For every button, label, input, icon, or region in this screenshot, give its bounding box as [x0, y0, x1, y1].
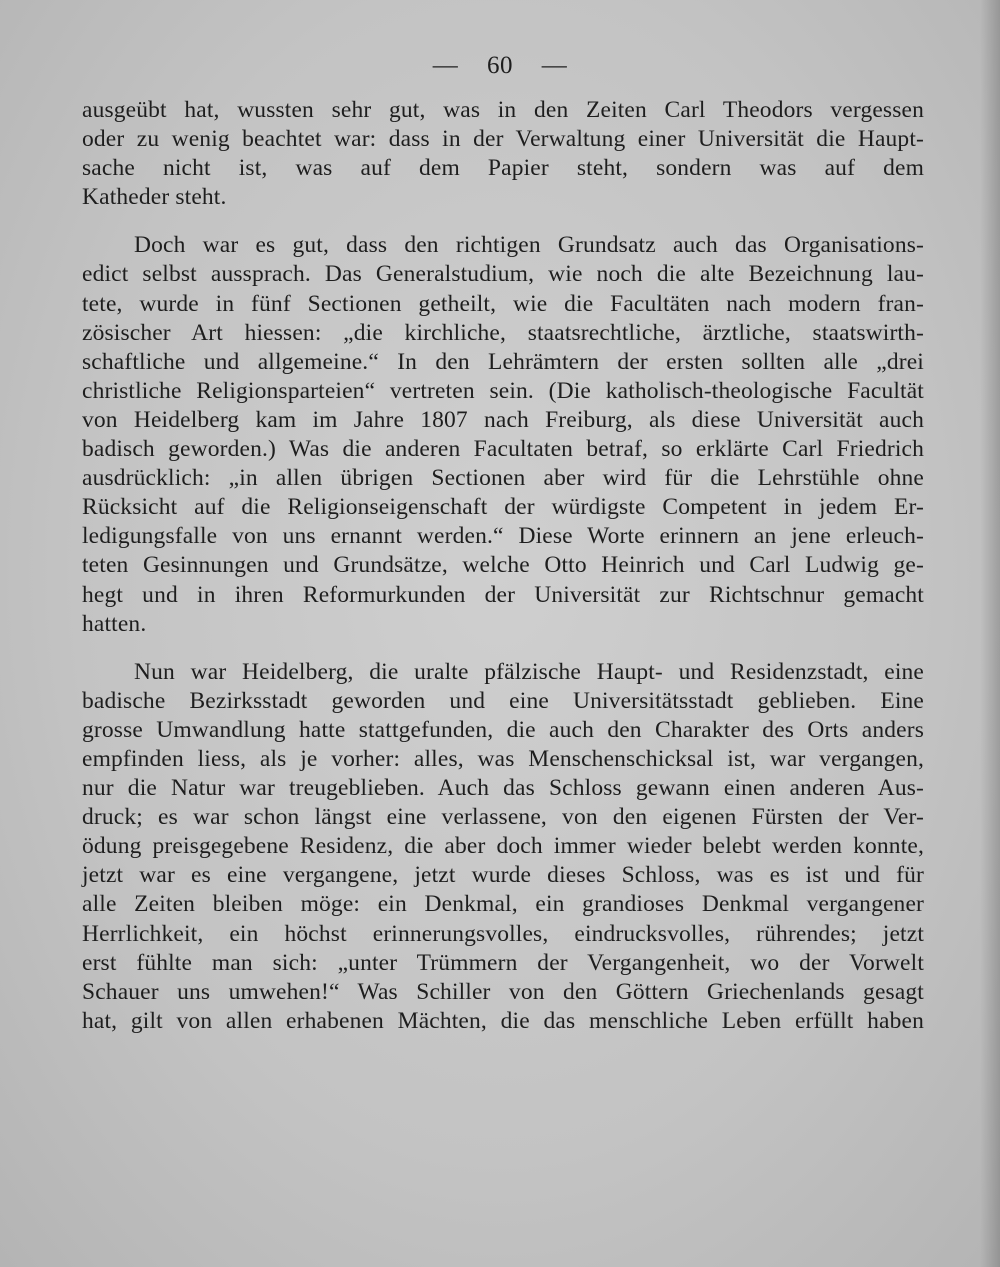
text-line: hegt und in ihren Reformurkunden der Universität zur Richtschnur gemacht — [82, 581, 924, 608]
text-line: Nun war Heidelberg, die uralte pfälzische Haupt- und Residenzstadt, eine — [134, 658, 924, 685]
text-line: grosse Umwandlung hatte stattgefunden, die auch den Charakter des Orts anders — [82, 716, 924, 743]
text-line: jetzt war es eine vergangene, jetzt wurde dieses Schloss, was es ist und für — [82, 862, 924, 889]
paragraph-organisationsedict — [82, 231, 924, 638]
paragraph-gap — [82, 212, 924, 231]
text-line: teten Gesinnungen und Grundsätze, welche Otto Heinrich und Carl Ludwig ge- — [82, 552, 924, 579]
page-header — [0, 50, 1000, 82]
text-line: empfinden liess, als je vorher: alles, was Menschenschicksal ist, war vergangen, — [82, 745, 924, 772]
page-body — [82, 96, 924, 1036]
text-line: schaftliche und allgemeine.“ In den Lehrämtern der ersten sollten alle „drei — [82, 348, 924, 375]
paragraph-continuation — [82, 96, 924, 212]
text-line: Katheder steht. — [82, 184, 227, 211]
header-dash-right: — — [541, 52, 568, 79]
page-number: 60 — [487, 52, 513, 79]
text-line: oder zu wenig beachtet war: dass in der Verwaltung einer Universität die Haupt- — [82, 126, 924, 153]
text-line: hat, gilt von allen erhabenen Mächten, die das menschliche Leben erfüllt haben — [82, 1007, 924, 1034]
text-line: ausgeübt hat, wussten sehr gut, was in den Zeiten Carl Theodors vergessen — [82, 97, 924, 123]
text-line: ledigungsfalle von uns ernannt werden.“ Diese Worte erinnern an jene erleuch- — [82, 523, 924, 550]
paragraph-heidelberg — [82, 658, 924, 1036]
text-line: badisch geworden.) Was die anderen Facultaten betraf, so erklärte Carl Friedrich — [82, 436, 924, 463]
text-line: nur die Natur war treugeblieben. Auch das Schloss gewann einen anderen Aus- — [82, 775, 924, 802]
text-line: christliche Religionsparteien“ vertreten sein. (Die katholisch-theologische Facultät — [82, 377, 924, 404]
text-line: sache nicht ist, was auf dem Papier steht, sondern was auf dem — [82, 155, 924, 182]
text-line: ausdrücklich: „in allen übrigen Sectionen aber wird für die Lehrstühle ohne — [82, 465, 924, 492]
text-line: Doch war es gut, dass den richtigen Grundsatz auch das Organisations- — [134, 232, 924, 259]
text-line: tete, wurde in fünf Sectionen getheilt, wie die Facultäten nach modern fran- — [82, 290, 924, 317]
text-line: badische Bezirksstadt geworden und eine Universitätsstadt geblieben. Eine — [82, 687, 924, 714]
text-line: hatten. — [82, 610, 147, 637]
text-line: alle Zeiten bleiben möge: ein Denkmal, ein grandioses Denkmal vergangener — [82, 891, 924, 918]
paragraph-gap — [82, 639, 924, 658]
text-line: druck; es war schon längst eine verlassene, von den eigenen Fürsten der Ver- — [82, 804, 924, 831]
text-line: von Heidelberg kam im Jahre 1807 nach Freiburg, als diese Universität auch — [82, 406, 924, 433]
header-dash-left: — — [432, 52, 459, 79]
text-line: erst fühlte man sich: „unter Trümmern der Vergangenheit, wo der Vorwelt — [82, 949, 924, 976]
text-line: edict selbst aussprach. Das Generalstudium, wie noch die alte Bezeichnung lau- — [82, 261, 924, 288]
text-line: Rücksicht auf die Religionseigenschaft der würdigste Competent in jedem Er- — [82, 494, 924, 521]
text-line: zösischer Art hiessen: „die kirchliche, staatsrechtliche, ärztliche, staatswirth- — [82, 319, 924, 346]
text-line: Herrlichkeit, ein höchst erinnerungsvolles, eindrucksvolles, rührendes; jetzt — [82, 920, 924, 947]
text-line: ödung preisgegebene Residenz, die aber doch immer wieder belebt werden konnte, — [82, 833, 924, 860]
text-line: Schauer uns umwehen!“ Was Schiller von den Göttern Griechenlands gesagt — [82, 978, 924, 1005]
